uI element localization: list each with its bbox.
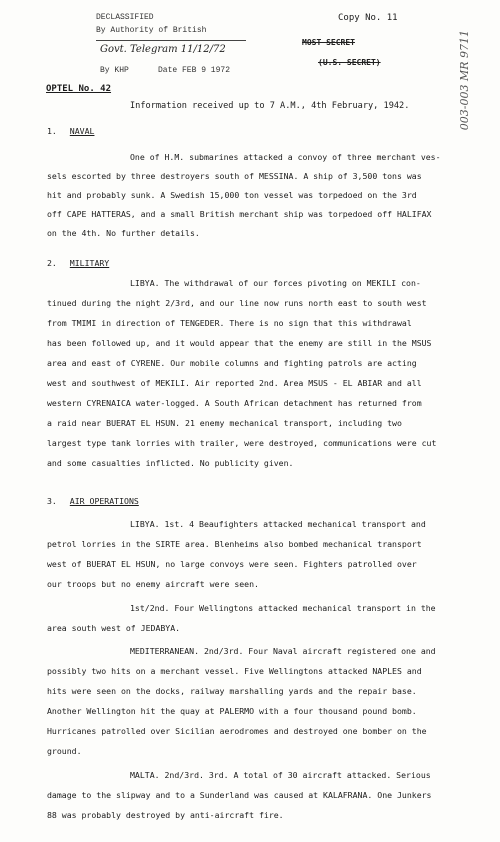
text-line: on the 4th. No further details. [47, 228, 200, 238]
text-line: and some casualties inflicted. No publicity given. [47, 458, 294, 468]
text-line: Another Wellington hit the quay at PALERMO with a four thousand pound bomb. [47, 706, 417, 716]
struck-us-classification: (U.S. SECRET) [318, 58, 381, 67]
text-line: LIBYA. 1st. 4 Beaufighters attacked mechanical transport and [130, 519, 426, 529]
by-stamp: By KHP [100, 66, 129, 75]
text-line: 88 was probably destroyed by anti-aircraft fire. [47, 810, 284, 820]
section-title: NAVAL [69, 126, 95, 136]
section-3-heading [47, 496, 139, 506]
text-line: has been followed up, and it would appear that the enemy are still in the MSUS [47, 338, 432, 348]
text-line: 1st/2nd. Four Wellingtons attacked mechanical transport in the [130, 603, 436, 613]
text-line: sels escorted by three destroyers south of MESSINA. A ship of 3,500 tons was [47, 171, 422, 181]
text-line: LIBYA. The withdrawal of our forces pivoting on MEKILI con- [130, 278, 421, 288]
side-handwritten-note: 003-003 MR 9711 [458, 30, 471, 131]
date-stamp: Date FEB 9 1972 [158, 66, 231, 75]
section-title: AIR OPERATIONS [69, 496, 139, 506]
text-line: hit and probably sunk. A Swedish 15,000 ton vessel was torpedoed on the 3rd [47, 190, 417, 200]
section-2-heading [47, 258, 109, 268]
section-1-heading [47, 126, 94, 136]
section-title: MILITARY [69, 258, 110, 268]
text-line: area south west of JEDABYA. [47, 623, 181, 633]
copy-number: Copy No. 11 [338, 13, 398, 23]
section-number: 1. [47, 126, 57, 136]
text-line: MALTA. 2nd/3rd. 3rd. A total of 30 aircraft attacked. Serious [130, 770, 431, 780]
optel-number: OPTEL No. 42 [46, 84, 112, 94]
text-line: petrol lorries in the SIRTE area. Blenheims also bombed mechanical transport [47, 539, 422, 549]
section-number: 3. [47, 496, 57, 506]
text-line: largest type tank lorries with trailer, were destroyed, communications were cut [47, 438, 437, 448]
text-line: ground. [47, 746, 82, 756]
text-line: hits were seen on the docks, railway marshalling yards and the repair base. [47, 686, 417, 696]
stamp-rule [96, 40, 246, 41]
intro-line: Information received up to 7 A.M., 4th February, 1942. [130, 101, 410, 111]
text-line: One of H.M. submarines attacked a convoy of three merchant ves- [130, 152, 441, 162]
text-line: western CYRENAICA water-logged. A South African detachment has returned from [47, 398, 422, 408]
section-number: 2. [47, 258, 57, 268]
text-line: area and east of CYRENE. Our mobile columns and fighting patrols are acting [47, 358, 417, 368]
text-line: from TMIMI in direction of TENGEDER. There is no sign that this withdrawal [47, 318, 412, 328]
text-line: a raid near BUERAT EL HSUN. 21 enemy mechanical transport, including two [47, 418, 402, 428]
text-line: damage to the slipway and to a Sunderland was caused at KALAFRANA. One Junkers [47, 790, 432, 800]
text-line: west and southwest of MEKILI. Air reported 2nd. Area MSUS - EL ABIAR and all [47, 378, 422, 388]
text-line: MEDITERRANEAN. 2nd/3rd. Four Naval aircraft registered one and [130, 646, 436, 656]
authority-handwriting: Govt. Telegram 11/12/72 [100, 44, 226, 55]
text-line: west of BUERAT EL HSUN, no large convoys were seen. Fighters patrolled over [47, 559, 417, 569]
struck-classification: MOST SECRET [302, 38, 355, 47]
declassified-stamp: DECLASSIFIED [96, 13, 154, 22]
text-line: possibly two hits on a merchant vessel. Five Wellingtons attacked NAPLES and [47, 666, 422, 676]
text-line: tinued during the night 2/3rd, and our line now runs north east to south west [47, 298, 427, 308]
authority-stamp: By Authority of British [96, 26, 207, 35]
text-line: Hurricanes patrolled over Sicilian aerodromes and destroyed one bomber on the [47, 726, 427, 736]
text-line: our troops but no enemy aircraft were seen. [47, 579, 259, 589]
text-line: off CAPE HATTERAS, and a small British merchant ship was torpedoed off HALIFAX [47, 209, 432, 219]
